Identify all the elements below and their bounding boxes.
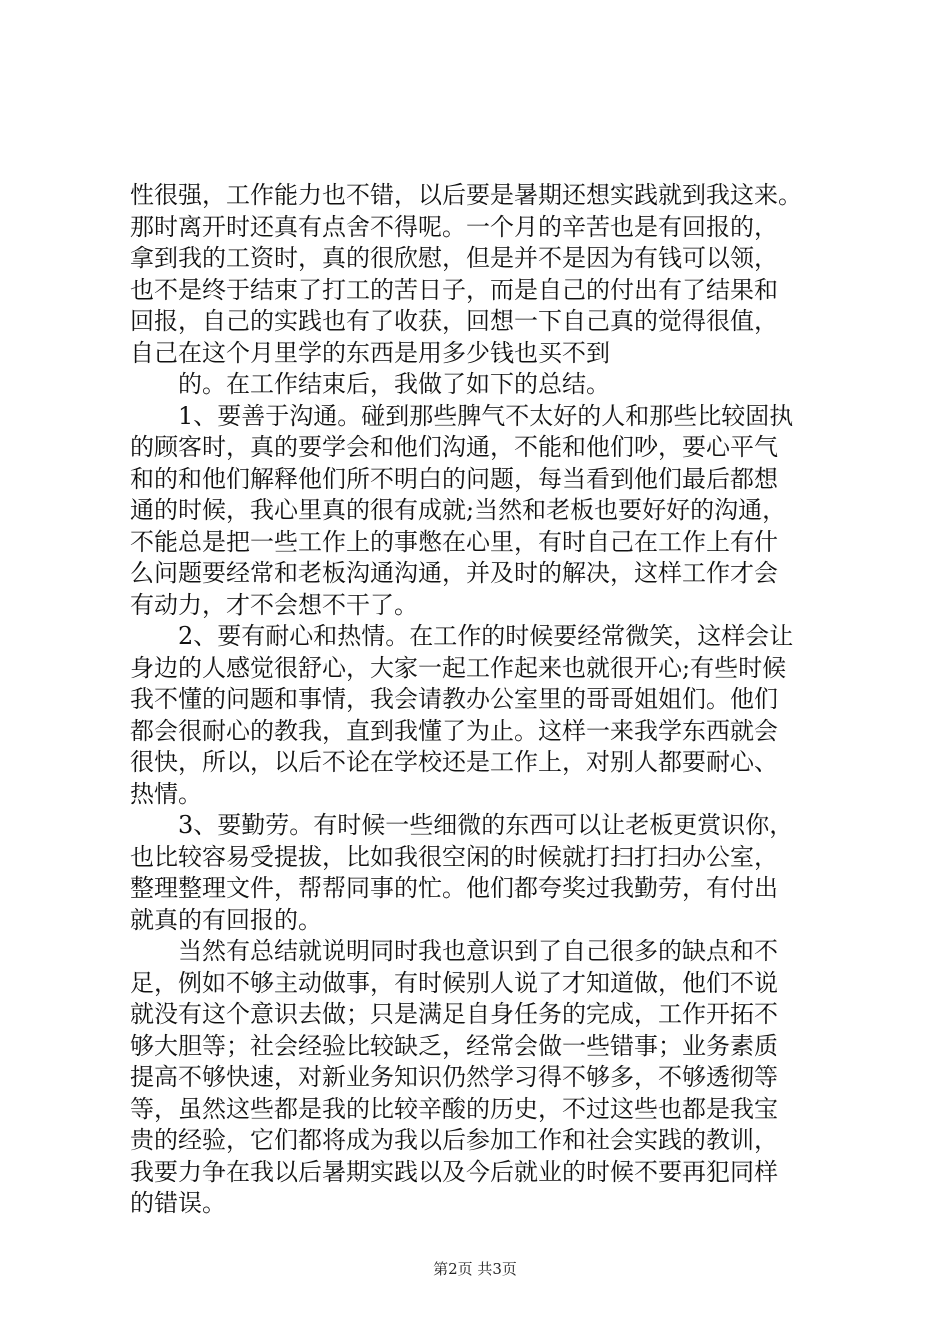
text-line: 的错误。 (130, 1189, 226, 1217)
text-line: 热情。 (130, 779, 202, 808)
text-line: 身边的人感觉很舒心，大家一起工作起来也就很开心;有些时候 (130, 653, 787, 682)
text-line: 么问题要经常和老板沟通沟通，并及时的解决，这样工作才会 (130, 559, 778, 587)
text-line: 提高不够快速，对新业务知识仍然学习得不够多，不够透彻等 (130, 1063, 778, 1091)
text-line: 等，虽然这些都是我的比较辛酸的历史，不过这些也都是我宝 (130, 1094, 778, 1123)
text-line: 贵的经验，它们都将成为我以后参加工作和社会实践的教训， (130, 1126, 778, 1154)
summary-paragraph-start: 当然有总结就说明同时我也意识到了自己很多的缺点和不 (178, 937, 778, 965)
text-line: 就真的有回报的。 (130, 905, 322, 934)
section-1-heading-line: 1、要善于沟通。碰到那些脾气不太好的人和那些比较固执 (178, 401, 794, 430)
text-line: 那时离开时还真有点舍不得呢。一个月的辛苦也是有回报的， (130, 212, 778, 241)
text-line: 我不懂的问题和事情，我会请教办公室里的哥哥姐姐们。他们 (130, 685, 778, 713)
text-line: 和的和他们解释他们所不明白的问题，每当看到他们最后都想 (130, 464, 778, 493)
text-line: 够大胆等；社会经验比较缺乏，经常会做一些错事；业务素质 (130, 1031, 778, 1060)
text-line: 的。在工作结束后，我做了如下的总结。 (178, 370, 610, 398)
text-line: 性很强，工作能力也不错，以后要是暑期还想实践就到我这来。 (130, 181, 802, 209)
text-line: 也比较容易受提拔，比如我很空闲的时候就打扫打扫办公室， (130, 842, 778, 871)
section-2-heading-line: 2、要有耐心和热情。在工作的时候要经常微笑，这样会让 (178, 622, 794, 650)
text-line: 很快，所以，以后不论在学校还是工作上，对别人都要耐心、 (130, 748, 778, 776)
text-line: 就没有这个意识去做；只是满足自身任务的完成，工作开拓不 (130, 1000, 778, 1028)
text-line: 自己在这个月里学的东西是用多少钱也买不到 (130, 338, 610, 367)
page-number-footer: 第2页 共3页 (433, 1260, 517, 1278)
text-line: 有动力，才不会想不干了。 (130, 590, 418, 619)
text-line: 通的时候，我心里真的很有成就;当然和老板也要好好的沟通， (130, 496, 787, 524)
text-line: 回报，自己的实践也有了收获，回想一下自己真的觉得很值， (130, 307, 778, 335)
text-line: 都会很耐心的教我，直到我懂了为止。这样一来我学东西就会 (130, 716, 778, 745)
text-line: 不能总是把一些工作上的事憋在心里，有时自己在工作上有什 (130, 527, 778, 556)
section-3-heading-line: 3、要勤劳。有时候一些细微的东西可以让老板更赏识你， (178, 811, 794, 839)
text-line: 拿到我的工资时，真的很欣慰，但是并不是因为有钱可以领， (130, 244, 778, 272)
text-line: 我要力争在我以后暑期实践以及今后就业的时候不要再犯同样 (130, 1157, 778, 1186)
text-line: 也不是终于结束了打工的苦日子，而是自己的付出有了结果和 (130, 275, 778, 304)
text-line: 整理整理文件，帮帮同事的忙。他们都夸奖过我勤劳，有付出 (130, 874, 778, 902)
text-line: 足，例如不够主动做事，有时候别人说了才知道做，他们不说 (130, 968, 778, 997)
document-body (130, 180, 830, 1220)
text-line: 的顾客时，真的要学会和他们沟通，不能和他们吵，要心平气 (130, 433, 778, 461)
